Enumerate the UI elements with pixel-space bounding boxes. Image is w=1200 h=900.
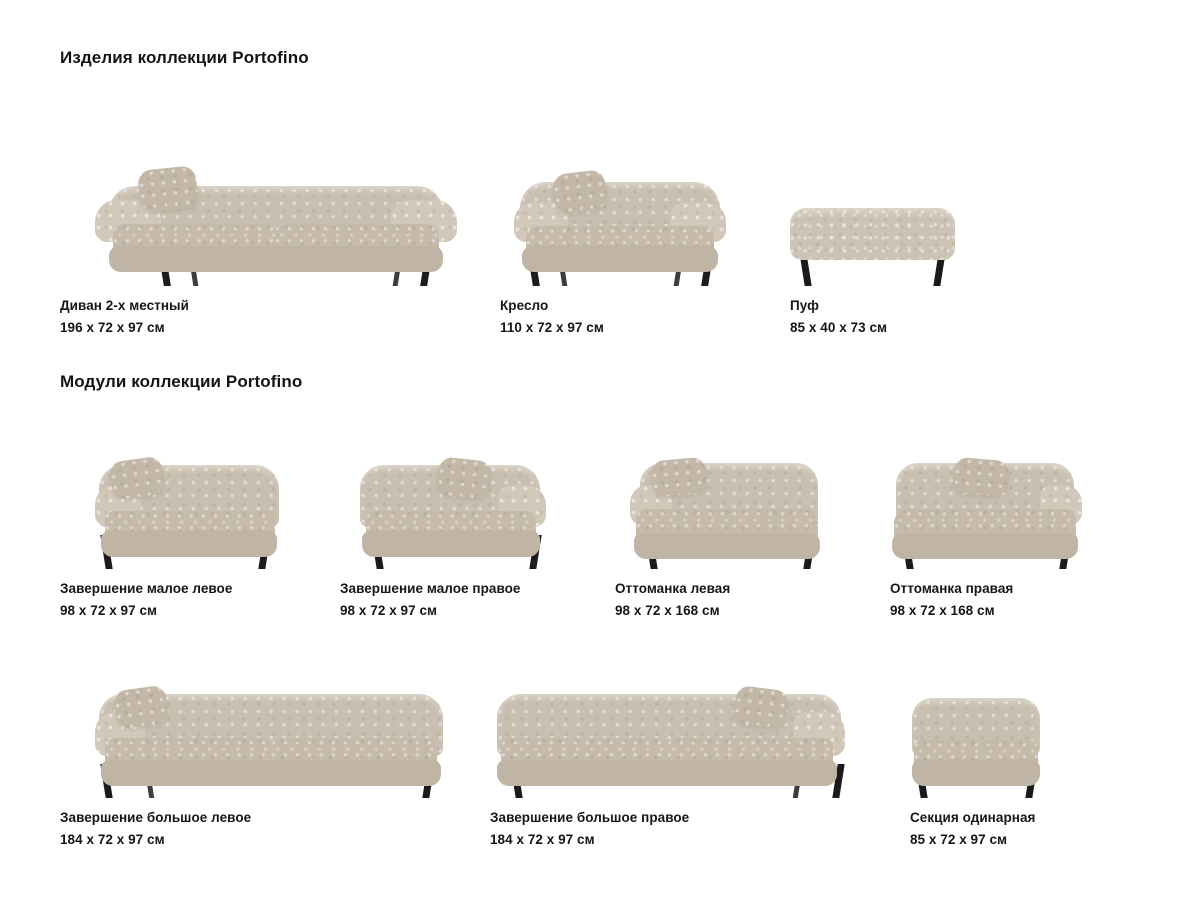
product-dimensions: 110 x 72 x 97 см (500, 320, 604, 336)
module-name: Завершение большое левое (60, 809, 252, 825)
module-name: Оттоманка правая (890, 580, 1014, 596)
product-caption (60, 296, 500, 338)
module-dimensions: 98 x 72 x 168 см (890, 603, 995, 619)
product-item-armchair[interactable] (500, 136, 790, 338)
module-name: Секция одинарная (910, 809, 1036, 825)
product-name: Диван 2-х местный (60, 297, 189, 313)
module-name: Завершение малое левое (60, 580, 233, 596)
product-name: Пуф (790, 297, 819, 313)
module-item-end-small-right[interactable] (340, 424, 615, 621)
section-title-products: Изделия коллекции Portofino (60, 48, 309, 67)
module-caption (60, 579, 340, 621)
product-dimensions: 85 x 40 x 73 см (790, 320, 888, 336)
section-title-modules: Модули коллекции Portofino (60, 372, 303, 391)
module-dimensions: 98 x 72 x 97 см (60, 603, 158, 619)
module-name: Оттоманка левая (615, 580, 731, 596)
end-big-left-illustration (60, 653, 490, 798)
product-caption (790, 296, 1060, 338)
module-item-section-single[interactable] (910, 653, 1140, 850)
ottoman-right-illustration (890, 424, 1140, 569)
module-dimensions: 184 x 72 x 97 см (60, 832, 165, 848)
end-small-left-illustration (60, 424, 340, 569)
module-item-ottoman-left[interactable] (615, 424, 890, 621)
module-name: Завершение большое правое (490, 809, 690, 825)
section-single-illustration (910, 653, 1140, 798)
module-item-end-big-right[interactable] (490, 653, 910, 850)
product-item-pouf[interactable] (790, 136, 1060, 338)
armchair-illustration (500, 136, 790, 286)
product-dimensions: 196 x 72 x 97 см (60, 320, 165, 336)
product-name: Кресло (500, 297, 549, 313)
module-caption (340, 579, 615, 621)
end-small-right-illustration (340, 424, 615, 569)
module-dimensions: 85 x 72 x 97 см (910, 832, 1008, 848)
module-caption (910, 808, 1140, 850)
module-row-2 (60, 655, 1140, 850)
product-caption (500, 296, 790, 338)
module-dimensions: 98 x 72 x 97 см (340, 603, 438, 619)
module-item-ottoman-right[interactable] (890, 424, 1140, 621)
ottoman-left-illustration (615, 424, 890, 569)
module-name: Завершение малое правое (340, 580, 521, 596)
pouf-illustration (790, 136, 1060, 286)
module-caption (890, 579, 1140, 621)
module-item-end-big-left[interactable] (60, 653, 490, 850)
module-caption (615, 579, 890, 621)
product-item-sofa-2seat[interactable] (60, 136, 500, 338)
module-caption (60, 808, 490, 850)
module-dimensions: 184 x 72 x 97 см (490, 832, 595, 848)
module-item-end-small-left[interactable] (60, 424, 340, 621)
product-row-1 (60, 106, 1140, 338)
sofa-2seat-illustration (60, 136, 500, 286)
module-caption (490, 808, 910, 850)
module-row-1 (60, 426, 1140, 621)
module-dimensions: 98 x 72 x 168 см (615, 603, 720, 619)
end-big-right-illustration (490, 653, 910, 798)
